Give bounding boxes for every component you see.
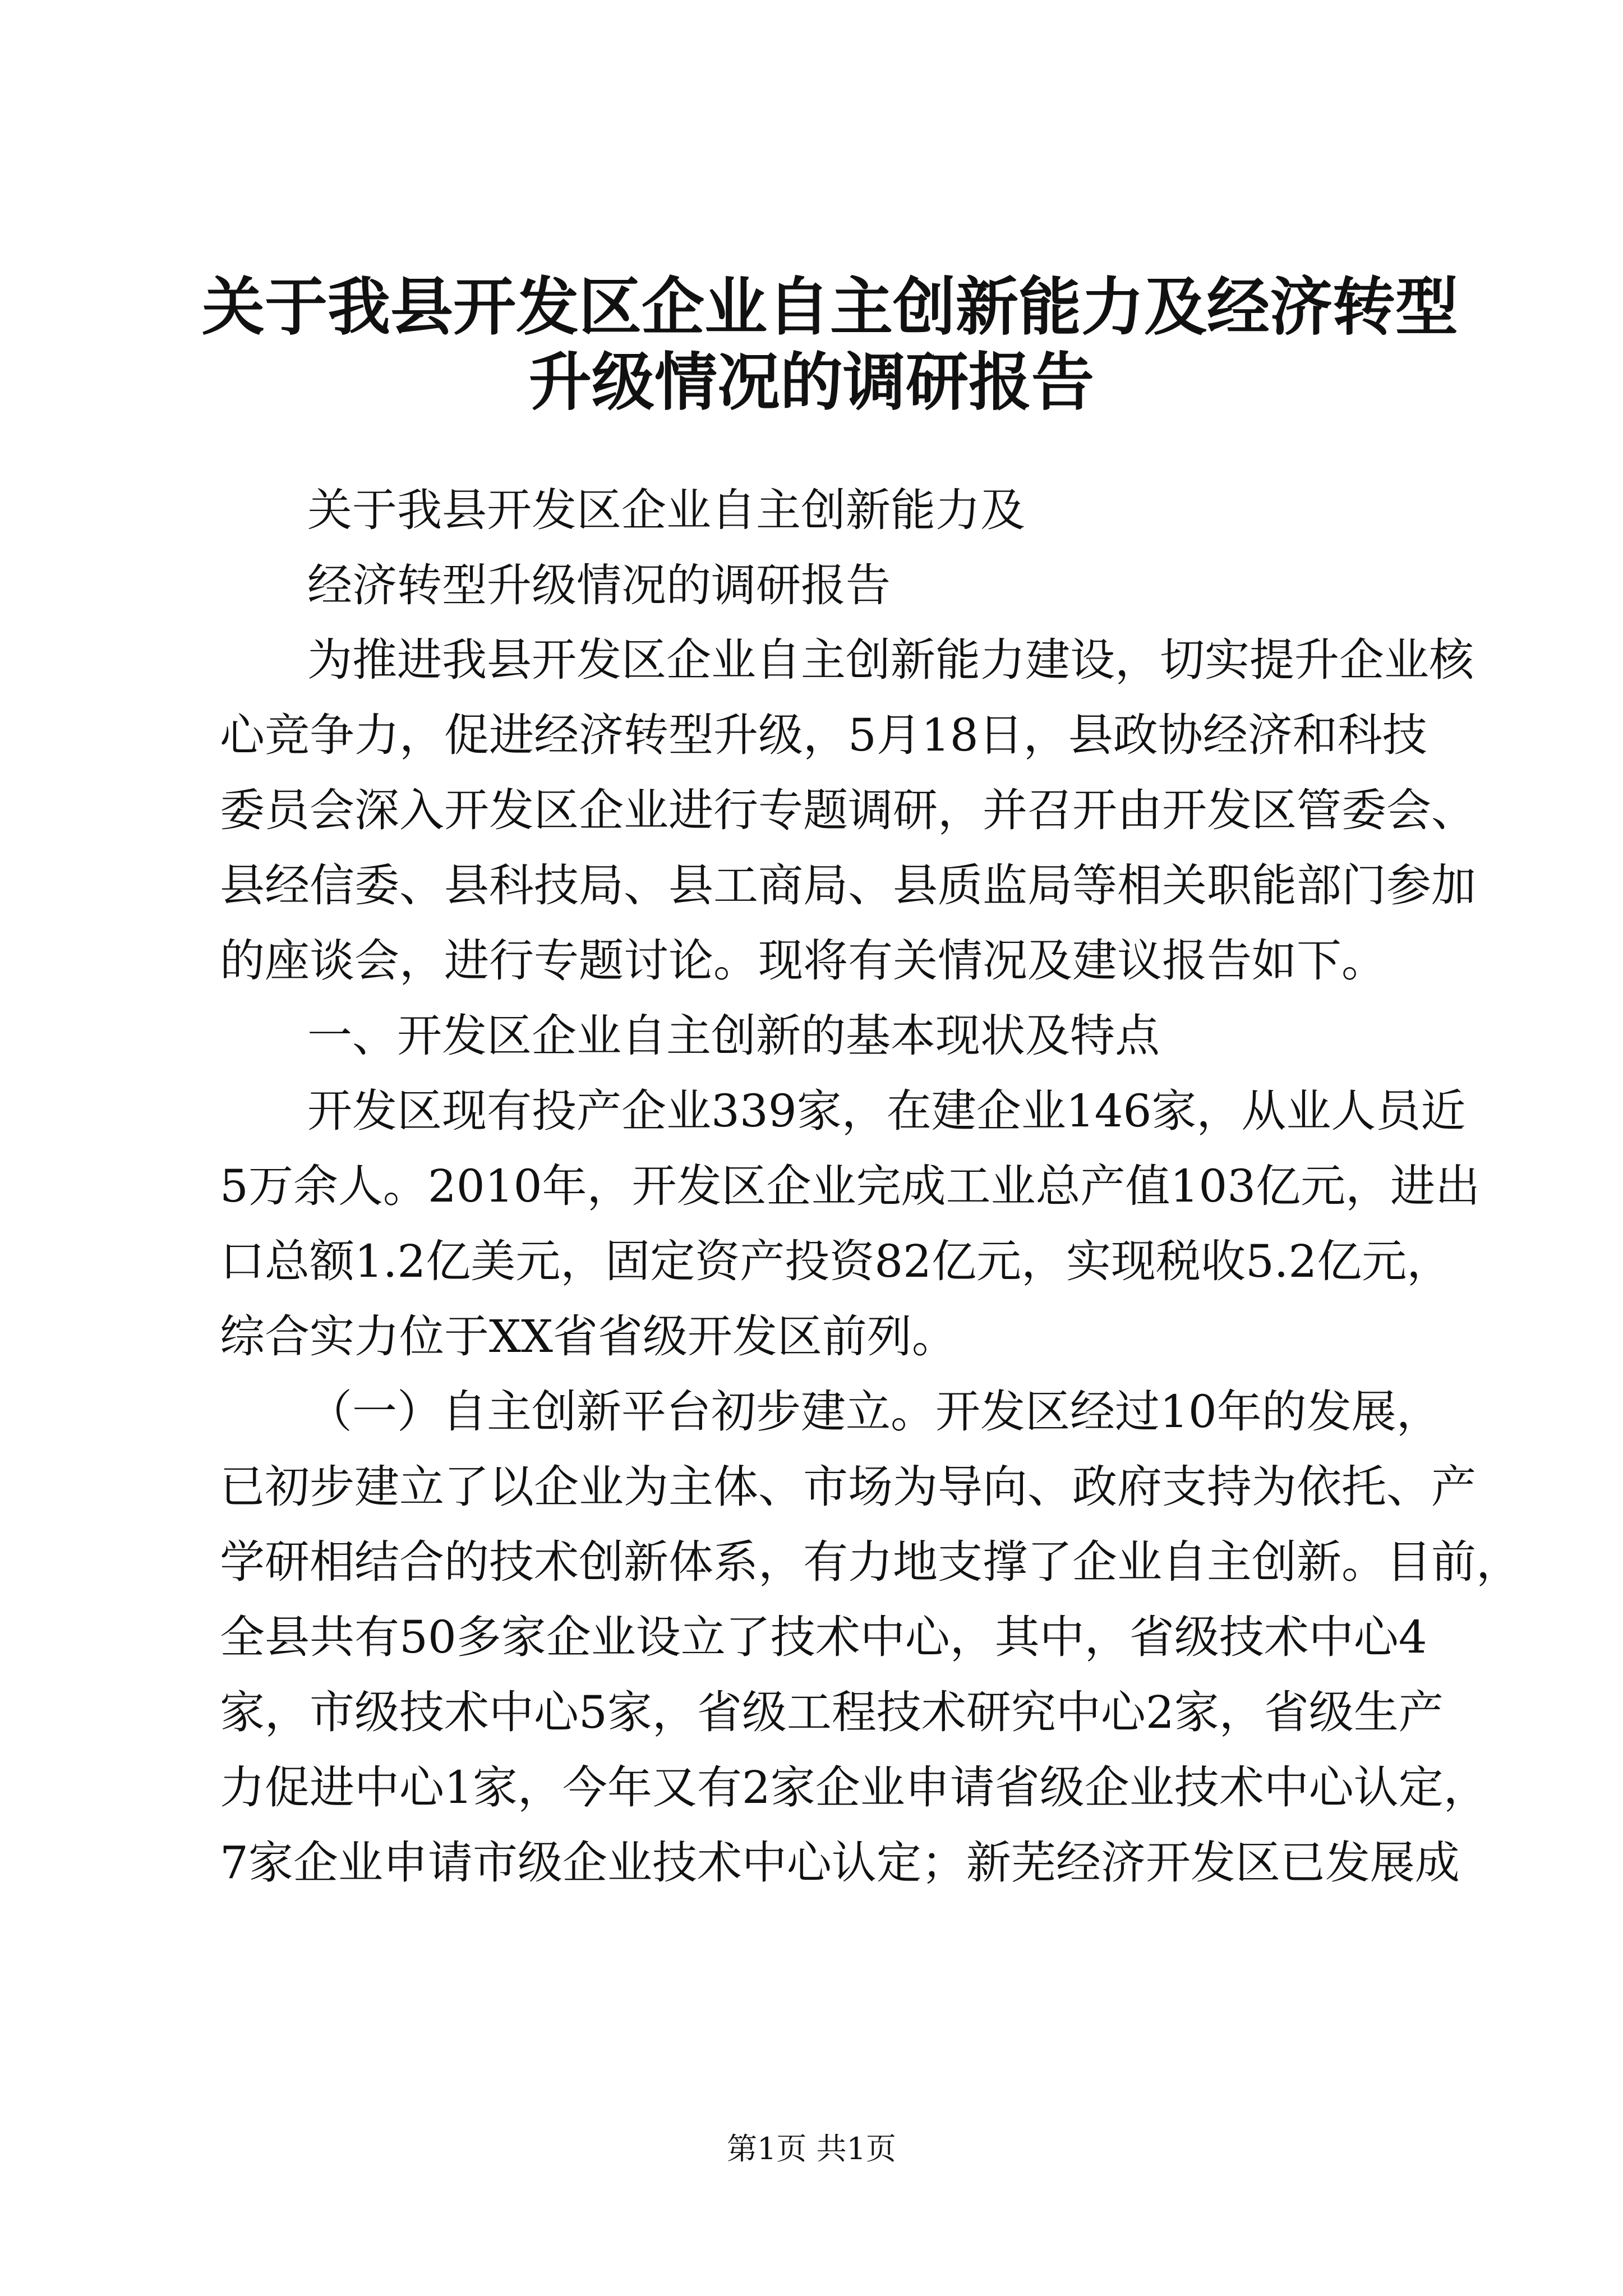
paragraph-line: 口总额1.2亿美元，固定资产投资82亿元，实现税收5.2亿元， xyxy=(220,1235,1452,1287)
document-title-line-1: 关于我县开发区企业自主创新能力及经济转型 xyxy=(202,270,1458,344)
paragraph-line: 学研相结合的技术创新体系，有力地支撑了企业自主创新。目前， xyxy=(220,1536,1521,1588)
paragraph-line: （一）自主创新平台初步建立。开发区经过10年的发展， xyxy=(307,1386,1441,1438)
paragraph-line: 全县共有50多家企业设立了技术中心，其中，省级技术中心4 xyxy=(220,1611,1427,1663)
document-title-line-2: 升级情况的调研报告 xyxy=(529,346,1094,419)
page-footer: 第1页 共1页 xyxy=(727,2131,896,2166)
paragraph-line: 开发区现有投产企业339家，在建企业146家，从业人员近 xyxy=(307,1085,1466,1137)
paragraph-line: 委员会深入开发区企业进行专题调研，并召开由开发区管委会、 xyxy=(220,784,1476,836)
paragraph-line: 心竞争力，促进经济转型升级，5月18日，县政协经济和科技 xyxy=(220,709,1427,761)
paragraph-line: 县经信委、县科技局、县工商局、县质监局等相关职能部门参加 xyxy=(220,859,1476,912)
paragraph-line: 力促进中心1家，今年又有2家企业申请省级企业技术中心认定， xyxy=(220,1761,1488,1814)
paragraph-line: 为推进我县开发区企业自主创新能力建设，切实提升企业核 xyxy=(307,634,1474,686)
paragraph-line: 家，市级技术中心5家，省级工程技术研究中心2家，省级生产 xyxy=(220,1686,1444,1738)
paragraph-line: 综合实力位于XX省省级开发区前列。 xyxy=(220,1310,957,1363)
paragraph-line: 5万余人。2010年，开发区企业完成工业总产值103亿元，进出 xyxy=(220,1160,1481,1212)
paragraph-line: 已初步建立了以企业为主体、市场为导向、政府支持为依托、产 xyxy=(220,1461,1476,1513)
paragraph-line: 7家企业申请市级企业技术中心认定；新芜经济开发区已发展成 xyxy=(220,1837,1460,1889)
paragraph-line: 的座谈会，进行专题讨论。现将有关情况及建议报告如下。 xyxy=(220,935,1386,987)
subtitle-line-2: 经济转型升级情况的调研报告 xyxy=(307,559,891,611)
section-heading: 一、开发区企业自主创新的基本现状及特点 xyxy=(307,1010,1160,1062)
subtitle-line-1: 关于我县开发区企业自主创新能力及 xyxy=(307,484,1025,536)
